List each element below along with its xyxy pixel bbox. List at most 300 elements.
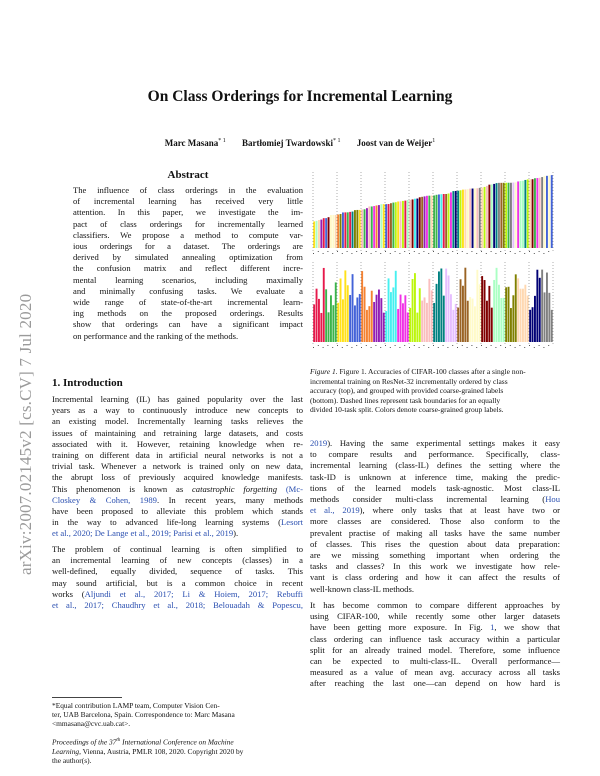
- bar-top: [332, 215, 334, 248]
- intro-paragraph-2: [52, 544, 303, 611]
- bar-bottom: [496, 268, 498, 342]
- tick-label-mark: [356, 251, 357, 252]
- tick-label-mark: [476, 347, 477, 348]
- bar-bottom: [548, 293, 550, 342]
- tick-label-mark: [347, 345, 348, 346]
- bar-top: [424, 196, 426, 248]
- bar-bottom: [541, 270, 543, 342]
- bar-top: [366, 208, 368, 248]
- bar-top: [433, 195, 435, 248]
- bar-top: [529, 179, 531, 248]
- author-name: Joost van de Weijer: [356, 138, 433, 148]
- bar-bottom: [546, 273, 548, 342]
- bar-bottom: [433, 303, 435, 342]
- bar-top: [544, 176, 546, 248]
- abstract-body: [73, 185, 303, 342]
- text-line: Incremental learning (IL) has gained popularity over the last: [52, 394, 303, 404]
- tick-label-mark: [447, 347, 448, 348]
- bar-top: [414, 199, 416, 248]
- bar-top: [481, 188, 483, 248]
- tick-label-mark: [385, 251, 386, 252]
- text-line: years as a way to continuously introduce new concepts to: [52, 405, 303, 416]
- tick-label-mark: [414, 251, 415, 252]
- bar-bottom: [356, 297, 358, 342]
- tick-label-mark: [371, 347, 372, 348]
- text-line: may sound artificial, but is a common choice in recent: [52, 577, 303, 588]
- bar-top: [474, 188, 476, 248]
- bar-top: [400, 201, 402, 248]
- tick-label-mark: [380, 253, 381, 254]
- tick-label-mark: [438, 347, 439, 348]
- abstract-line: The influence of class orderings in the evaluation: [73, 185, 303, 195]
- bar-top: [313, 221, 315, 248]
- bar-bottom: [378, 290, 380, 342]
- tick-label-mark: [409, 347, 410, 348]
- text-line: have been proposed to alleviate this problem which stands: [52, 506, 303, 517]
- tick-label-mark: [423, 345, 424, 346]
- text-line: tasks and classes? In this work we investigate how rele-: [310, 561, 560, 572]
- text-line: et al., 2019), where only tasks that at least have two or: [310, 505, 560, 516]
- bar-bottom: [385, 311, 387, 342]
- bar-bottom: [472, 299, 474, 342]
- citation-link[interactable]: et al., 2017; Chaudhry et al., 2018; Belouadah & Popescu,: [52, 600, 303, 611]
- author-name: Bartłomiej Twardowski: [242, 138, 333, 148]
- bar-bottom: [443, 296, 445, 342]
- bar-bottom: [551, 310, 553, 342]
- bar-top: [522, 181, 524, 248]
- bar-bottom: [488, 286, 490, 342]
- tick-label-mark: [395, 345, 396, 346]
- bar-bottom: [508, 287, 510, 342]
- tick-label-mark: [428, 347, 429, 348]
- paper-title: On Class Orderings for Incremental Learning: [147, 88, 453, 105]
- text-line: [52, 600, 303, 611]
- bar-bottom: [323, 268, 325, 342]
- author-name: Marc Masana: [164, 138, 219, 148]
- bar-bottom: [529, 310, 531, 342]
- right-paragraph-2: [310, 600, 560, 690]
- bar-top: [376, 205, 378, 248]
- bar-top: [440, 194, 442, 248]
- tick-label-mark: [500, 345, 501, 346]
- bar-top: [397, 202, 399, 248]
- bar-top: [409, 200, 411, 248]
- bar-top: [548, 175, 550, 248]
- bar-top: [330, 215, 332, 248]
- text-line: measured as a value of mean avg. accuracy across all tasks: [310, 667, 560, 678]
- tick-label-mark: [395, 251, 396, 252]
- bar-top: [426, 196, 428, 248]
- tick-label-mark: [390, 253, 391, 254]
- tick-label-mark: [481, 251, 482, 252]
- bar-top: [436, 195, 438, 248]
- figure-ref-link[interactable]: 1: [490, 622, 495, 633]
- text-line: This phenomenon is known as catastrophic forgetting (Mc-: [52, 483, 303, 494]
- bar-bottom: [316, 289, 318, 342]
- citation-link[interactable]: Closkey & Cohen, 1989: [52, 494, 157, 505]
- bar-top: [498, 183, 500, 248]
- bar-bottom: [493, 280, 495, 342]
- bar-top: [395, 202, 397, 248]
- proceedings-note: [52, 736, 303, 765]
- bar-bottom: [383, 313, 385, 342]
- bar-top: [438, 194, 440, 248]
- tick-label-mark: [375, 251, 376, 252]
- bar-bottom: [352, 274, 354, 342]
- text-line: well-known class-IL methods.: [310, 583, 414, 594]
- tick-label-mark: [447, 253, 448, 254]
- bar-top: [460, 190, 462, 248]
- bar-top: [510, 183, 512, 248]
- citation-link[interactable]: Hou: [545, 494, 560, 505]
- bar-bottom: [503, 298, 505, 342]
- bar-top: [361, 210, 363, 248]
- tick-label-mark: [433, 251, 434, 252]
- bar-bottom: [539, 278, 541, 342]
- abstract-line: the confusion matrix and reflect different incre-: [73, 263, 303, 274]
- bar-bottom: [481, 276, 483, 342]
- abstract-line: wide range of state-of-the-art incremental learn-: [73, 297, 303, 308]
- bar-bottom: [491, 308, 493, 342]
- abstract-line: ious orderings for a dataset. The orderings are: [73, 241, 303, 252]
- tick-label-mark: [375, 345, 376, 346]
- tick-label-mark: [399, 347, 400, 348]
- bar-bottom: [337, 303, 339, 342]
- bar-top: [431, 196, 433, 248]
- bar-bottom: [544, 292, 546, 342]
- tick-label-mark: [347, 251, 348, 252]
- bar-top: [505, 183, 507, 248]
- text-line: can be expected to multi-class-IL. Overall performance—: [310, 656, 560, 667]
- bar-top: [546, 176, 548, 248]
- text-line: of classes. This rises the question about data preparation:: [310, 538, 560, 549]
- tick-label-mark: [385, 345, 386, 346]
- bar-bottom: [328, 312, 330, 342]
- bar-bottom: [344, 270, 346, 342]
- bar-top: [412, 199, 414, 248]
- bar-top: [520, 181, 522, 248]
- bar-top: [340, 214, 342, 248]
- tick-label-mark: [342, 253, 343, 254]
- footnote-line: Learning, Vienna, Austria, PMLR 108, 2020. Copyright 2020 by: [52, 746, 244, 756]
- bar-top: [328, 217, 330, 248]
- bar-top: [371, 206, 373, 248]
- bar-bottom: [366, 310, 368, 342]
- bar-bottom: [534, 296, 536, 342]
- tick-label-mark: [399, 253, 400, 254]
- text-line: incremental learning (class-IL) defines the setting where the: [310, 460, 560, 471]
- bar-bottom: [438, 271, 440, 342]
- tick-label-mark: [476, 253, 477, 254]
- bar-top: [455, 191, 457, 248]
- tick-label-mark: [471, 251, 472, 252]
- bar-top: [323, 218, 325, 248]
- tick-label-mark: [332, 347, 333, 348]
- bar-bottom: [376, 295, 378, 342]
- bar-bottom: [532, 307, 534, 342]
- tick-label-mark: [510, 251, 511, 252]
- bar-bottom: [426, 303, 428, 342]
- bar-bottom: [457, 308, 459, 342]
- text-line: issues of maintaining and retraining large datasets, and costs: [52, 427, 303, 438]
- bar-top: [368, 206, 370, 248]
- bar-bottom: [373, 302, 375, 342]
- bar-bottom: [320, 313, 322, 342]
- bar-bottom: [515, 274, 517, 342]
- tick-label-mark: [534, 347, 535, 348]
- author-affiliation: * 1: [218, 138, 226, 144]
- bar-top: [349, 212, 351, 248]
- bar-bottom: [455, 304, 457, 342]
- bar-top: [378, 205, 380, 248]
- bar-bottom: [505, 287, 507, 342]
- bar-top: [491, 184, 493, 248]
- text-line: 2019). Having the same experimental settings makes it easy: [310, 438, 560, 448]
- bar-top: [462, 190, 464, 248]
- caption-line: divided 10-task split. Colors denote coarse-grained group labels.: [310, 405, 504, 415]
- tick-label-mark: [457, 253, 458, 254]
- bar-bottom: [450, 294, 452, 342]
- text-line: class ordering can influence task accuracy within a particular: [310, 633, 560, 644]
- bar-top: [421, 197, 423, 248]
- tick-label-mark: [534, 253, 535, 254]
- tick-label-mark: [495, 253, 496, 254]
- bar-bottom: [332, 305, 334, 342]
- tick-label-mark: [495, 347, 496, 348]
- bar-bottom: [520, 289, 522, 342]
- tick-label-mark: [356, 345, 357, 346]
- tick-label-mark: [414, 345, 415, 346]
- tick-label-mark: [486, 253, 487, 254]
- tick-label-mark: [467, 347, 468, 348]
- bar-top: [484, 187, 486, 248]
- bar-top: [380, 204, 382, 248]
- bar-bottom: [388, 278, 390, 342]
- tick-label-mark: [404, 345, 405, 346]
- tick-label-mark: [390, 347, 391, 348]
- bar-bottom: [347, 285, 349, 342]
- bar-top: [503, 183, 505, 248]
- bar-bottom: [517, 278, 519, 342]
- bar-bottom: [402, 303, 404, 342]
- tick-label-mark: [519, 345, 520, 346]
- bar-bottom: [335, 282, 337, 342]
- author-affiliation: 1: [432, 138, 436, 144]
- bar-top: [383, 204, 385, 248]
- citation-link[interactable]: Aljundi et al., 2017; Li & Hoiem, 2017; Rebuffi: [84, 588, 303, 599]
- bar-top: [536, 178, 538, 248]
- bar-bottom: [330, 295, 332, 342]
- bar-bottom: [467, 301, 469, 342]
- tick-label-mark: [342, 347, 343, 348]
- bar-top: [344, 212, 346, 248]
- text-line: more classes are considered. Those also conform to the: [310, 516, 560, 527]
- text-line: et al., 2020; De Lange et al., 2019; Parisi et al., 2019).: [52, 528, 239, 539]
- bar-top: [500, 183, 502, 248]
- text-line: split for an already trained model. Therefore, some influence: [310, 644, 560, 655]
- tick-label-mark: [491, 251, 492, 252]
- bar-bottom: [440, 268, 442, 342]
- tick-label-mark: [524, 347, 525, 348]
- tick-label-mark: [462, 251, 463, 252]
- text-line: vant is class ordering and how it can affect the results of: [310, 572, 560, 583]
- tick-label-mark: [529, 251, 530, 252]
- tick-label-mark: [323, 347, 324, 348]
- bar-bottom: [460, 279, 462, 342]
- tick-label-mark: [313, 347, 314, 348]
- abstract-line: of incremental learning has received very little: [73, 196, 303, 207]
- bar-bottom: [510, 308, 512, 342]
- bar-top: [364, 209, 366, 248]
- bar-top: [450, 192, 452, 248]
- bar-bottom: [527, 296, 529, 342]
- bar-top: [472, 189, 474, 248]
- bar-top: [416, 199, 418, 248]
- text-line: the abrupt loss of previously acquired knowledge manifests.: [52, 472, 303, 483]
- figure-caption: [310, 367, 560, 415]
- bar-bottom: [395, 271, 397, 342]
- bar-bottom: [512, 295, 514, 342]
- tick-label-mark: [323, 253, 324, 254]
- figure-class-accuracy-bars: [305, 160, 560, 360]
- bar-bottom: [364, 287, 366, 342]
- abstract-line: derived by simulated annealing optimization from: [73, 252, 303, 263]
- bar-top: [390, 203, 392, 248]
- tick-label-mark: [371, 253, 372, 254]
- tick-label-mark: [505, 347, 506, 348]
- text-line: methods consider multi-class incremental learning (Hou: [310, 494, 560, 505]
- bar-top: [496, 183, 498, 248]
- bar-bottom: [484, 280, 486, 342]
- tick-label-mark: [486, 347, 487, 348]
- bar-bottom: [390, 292, 392, 342]
- bar-top: [517, 181, 519, 248]
- bar-top: [445, 194, 447, 248]
- text-line: an incremental learning of new concepts (classes) in a: [52, 555, 303, 566]
- bar-bottom: [428, 279, 430, 342]
- citation-link[interactable]: (Mc-: [285, 483, 303, 494]
- tick-label-mark: [380, 347, 381, 348]
- tick-label-mark: [524, 253, 525, 254]
- bar-bottom: [368, 306, 370, 342]
- tick-label-mark: [548, 345, 549, 346]
- bar-top: [342, 212, 344, 248]
- tick-label-mark: [366, 345, 367, 346]
- bar-top: [476, 188, 478, 248]
- caption-line: accuracy (top), and grouped with provided coarse-grained labels: [310, 386, 504, 396]
- text-line: prevalent practise of making all tasks have the same number: [310, 527, 560, 538]
- right-paragraph-1: [310, 438, 560, 595]
- author-list: [0, 138, 600, 148]
- bar-top: [527, 179, 529, 248]
- bar-top: [515, 182, 517, 248]
- section-heading-introduction: 1. Introduction: [52, 377, 123, 389]
- text-line: an existing model. Incrementally learning tasks relieves the: [52, 416, 303, 427]
- tick-label-mark: [543, 347, 544, 348]
- tick-label-mark: [519, 251, 520, 252]
- bar-top: [359, 210, 361, 248]
- bar-top: [407, 200, 409, 248]
- tick-label-mark: [428, 253, 429, 254]
- text-line: are we missing something important when ordering the: [310, 550, 560, 561]
- bar-bottom: [431, 290, 433, 342]
- text-line: after reaching the last one—can depend on how hard is: [310, 678, 560, 689]
- tick-label-mark: [327, 251, 328, 252]
- text-line: works (Aljundi et al., 2017; Li & Hoiem, 2017; Rebuffi: [52, 588, 303, 599]
- bar-top: [318, 220, 320, 248]
- bar-bottom: [416, 313, 418, 342]
- citation-link[interactable]: et al., 2020; De Lange et al., 2019; Parisi et al., 2019: [52, 528, 234, 539]
- tick-label-mark: [443, 251, 444, 252]
- bar-top: [534, 178, 536, 248]
- tick-label-mark: [366, 251, 367, 252]
- bar-bottom: [404, 295, 406, 342]
- bar-top: [488, 185, 490, 248]
- text-line: task-ID is unknown at inference time, making the predic-: [310, 471, 560, 482]
- bar-bottom: [340, 278, 342, 342]
- bar-bottom: [397, 309, 399, 342]
- bar-top: [428, 196, 430, 248]
- bar-bottom: [419, 288, 421, 342]
- tick-label-mark: [409, 253, 410, 254]
- bar-top: [388, 204, 390, 248]
- citation-link[interactable]: Lesort: [281, 517, 303, 528]
- footnote-line: <mmasana@cvc.uab.cat>.: [52, 719, 131, 729]
- bar-bottom: [354, 305, 356, 342]
- caption-line: incremental training on ResNet-32 incrementally ordered by class: [310, 376, 508, 386]
- footnote-line: *Equal contribution LAMP team, Computer Vision Cen-: [52, 701, 220, 710]
- bar-top: [385, 204, 387, 248]
- arxiv-identifier: arXiv:2007.02145v2 [cs.CV] 7 Jul 2020: [16, 293, 35, 575]
- tick-label-mark: [423, 251, 424, 252]
- abstract-line: attention. In this paper, we investigate the im-: [73, 207, 303, 218]
- bar-bottom: [469, 297, 471, 342]
- bar-bottom: [412, 279, 414, 342]
- bar-top: [352, 212, 354, 248]
- bar-top: [404, 201, 406, 248]
- bar-bottom: [462, 286, 464, 342]
- bar-top: [448, 194, 450, 248]
- bar-bottom: [436, 284, 438, 342]
- bar-bottom: [421, 301, 423, 342]
- tick-label-mark: [491, 345, 492, 346]
- bar-bottom: [342, 299, 344, 342]
- bar-top: [402, 201, 404, 248]
- text-line: in the way to advanced life-long learning systems (Lesort: [52, 517, 303, 528]
- footnote-line: Proceedings of the 37th International Conference on Machine: [52, 737, 234, 747]
- abstract-line: show that orderings can have a significant impact: [73, 319, 303, 330]
- bar-bottom: [392, 287, 394, 342]
- tick-label-mark: [313, 253, 314, 254]
- bar-bottom: [409, 308, 411, 342]
- caption-line: Figure 1. Figure 1. Accuracies of CIFAR-100 classes after a single non-: [310, 367, 526, 376]
- tick-label-mark: [337, 251, 338, 252]
- citation-link[interactable]: 2019: [310, 438, 328, 448]
- bar-top: [354, 210, 356, 248]
- tick-label-mark: [548, 251, 549, 252]
- bar-top: [539, 178, 541, 248]
- bar-bottom: [325, 289, 327, 342]
- bar-bottom: [400, 295, 402, 342]
- bar-bottom: [371, 291, 373, 342]
- text-line: to compare results and performance. Specifically, class-: [310, 449, 560, 460]
- footnote-line: the author(s).: [52, 755, 92, 765]
- tick-label-mark: [404, 251, 405, 252]
- footnote-rule: [52, 697, 122, 698]
- text-line: trivial task. Whenever a network is trained only on new data,: [52, 461, 303, 472]
- citation-link[interactable]: et al., 2019: [310, 505, 360, 516]
- tick-label-mark: [332, 253, 333, 254]
